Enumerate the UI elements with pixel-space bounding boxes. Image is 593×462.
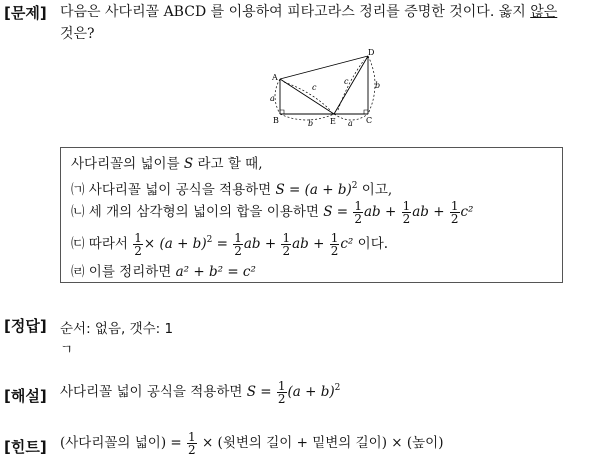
explanation-tail: (a + b) <box>287 384 335 400</box>
arc-a-left <box>275 79 280 114</box>
fraction-half: $\frac{1}{2}$ <box>188 430 196 457</box>
proof-line-3-s: S = <box>323 204 349 220</box>
problem-text <box>60 2 585 22</box>
right-angle-B <box>280 110 284 114</box>
hint-text <box>60 428 444 458</box>
explanation-text <box>60 377 340 407</box>
proof-line-1-text: 사다리꼴의 넓이를 <box>71 156 184 172</box>
proof-line-2 <box>71 178 392 198</box>
arc-b-bottom <box>280 114 334 120</box>
term-ab: ab <box>243 236 261 252</box>
plus-sign: + <box>385 204 397 220</box>
proof-line-1-tail: 라고 할 때, <box>193 156 263 172</box>
hint-suffix: × (윗변의 길이 + 밑변의 길이) × (높이) <box>201 435 444 451</box>
plus-sign: + <box>264 236 277 252</box>
proof-line-5 <box>71 260 256 280</box>
arc-b-right <box>368 56 375 114</box>
proof-line-4-tail: 이다. <box>353 236 389 252</box>
edge-AE <box>280 79 334 114</box>
term-ab: ab <box>292 236 309 252</box>
explanation-exp: 2 <box>334 383 341 393</box>
hint-prefix: (사다리꼴의 넓이) = <box>60 435 182 451</box>
fraction-half: $\frac{1}{2}$ <box>282 231 291 258</box>
edge-label-a-bottom: a <box>348 119 353 128</box>
edge-label-b-right: b <box>375 81 381 90</box>
edge-label-c-right: c <box>344 77 349 86</box>
hint-label: [힌트] <box>4 438 47 456</box>
proof-line-5-math: a² + b² = c² <box>175 264 256 280</box>
proof-line-4: ㈂ 따라서 $\frac{1}{2}$ × $(a + b)^2$ = $\frac{1}{2}$ ab + $\frac{1}{2}$ ab + $\frac{1}{2}$ c² 이다. <box>71 231 389 258</box>
point-E: E <box>330 117 336 126</box>
proof-line-1 <box>71 152 263 172</box>
term-c2: c² <box>340 236 354 252</box>
edge-DE <box>334 56 368 114</box>
point-B: B <box>273 116 279 125</box>
proof-line-3 <box>71 200 473 225</box>
term-c2: c² <box>460 204 474 220</box>
answer-label: [정답] <box>4 317 47 335</box>
edge-label-c-left: c <box>312 83 317 92</box>
proof-line-2-exp: 2 <box>351 181 358 191</box>
point-D: D <box>368 48 375 57</box>
proof-line-5-text: ㈃ 이를 정리하면 <box>71 264 176 280</box>
plus-sign: + <box>433 204 445 220</box>
symbol-S: S <box>183 156 194 172</box>
proof-line-4-text: ㈂ 따라서 <box>71 236 133 252</box>
plus-sign: + <box>313 236 325 252</box>
edge-AD <box>280 56 368 79</box>
explanation-label: [해설] <box>4 387 47 405</box>
problem-underlined: 않은 <box>530 4 558 20</box>
fraction-half: $\frac{1}{2}$ <box>330 231 339 258</box>
explanation-s: S = <box>246 384 272 400</box>
fraction-half: $\frac{1}{2}$ <box>277 379 286 406</box>
point-C: C <box>366 116 373 125</box>
proof-line-2-text: ㈀ 사다리꼴 넓이 공식을 적용하면 <box>71 182 276 198</box>
term-ab: ab <box>364 204 381 220</box>
problem-line1: 다음은 사다리꼴 ABCD 를 이용하여 피타고라스 정리를 증명한 것이다. 옳지 <box>60 4 531 20</box>
edge-label-a-left: a <box>270 94 275 103</box>
answer-line1: 순서: 없음, 갯수: 1 <box>60 321 174 337</box>
fraction-half: $\frac{1}{2}$ <box>354 199 362 226</box>
right-angle-C <box>364 110 368 114</box>
explanation-prefix: 사다리꼴 넓이 공식을 적용하면 <box>60 384 247 400</box>
proof-line-3-text: ㈁ 세 개의 삼각형의 넓이의 합을 이용하면 <box>71 204 324 220</box>
proof-line-2-tail: 이고, <box>357 182 393 198</box>
fraction-half: $\frac{1}{2}$ <box>234 231 242 258</box>
trapezoid-figure <box>262 44 392 134</box>
term-times-ab: × (a + b) <box>143 236 207 252</box>
proof-box <box>60 147 563 283</box>
point-A: A <box>272 73 278 82</box>
proof-line-2-math: S = (a + b) <box>275 182 352 198</box>
problem-label: [문제] <box>4 4 47 22</box>
term-ab: ab <box>412 204 429 220</box>
fraction-half: $\frac{1}{2}$ <box>402 199 411 226</box>
edge-label-b-bottom: b <box>308 119 314 128</box>
fraction-half: $\frac{1}{2}$ <box>450 199 459 226</box>
problem-line2: 것은? <box>60 26 95 42</box>
fraction-half: $\frac{1}{2}$ <box>134 231 142 258</box>
answer-line2: ㄱ <box>60 342 74 358</box>
equals-sign: = <box>216 236 228 252</box>
